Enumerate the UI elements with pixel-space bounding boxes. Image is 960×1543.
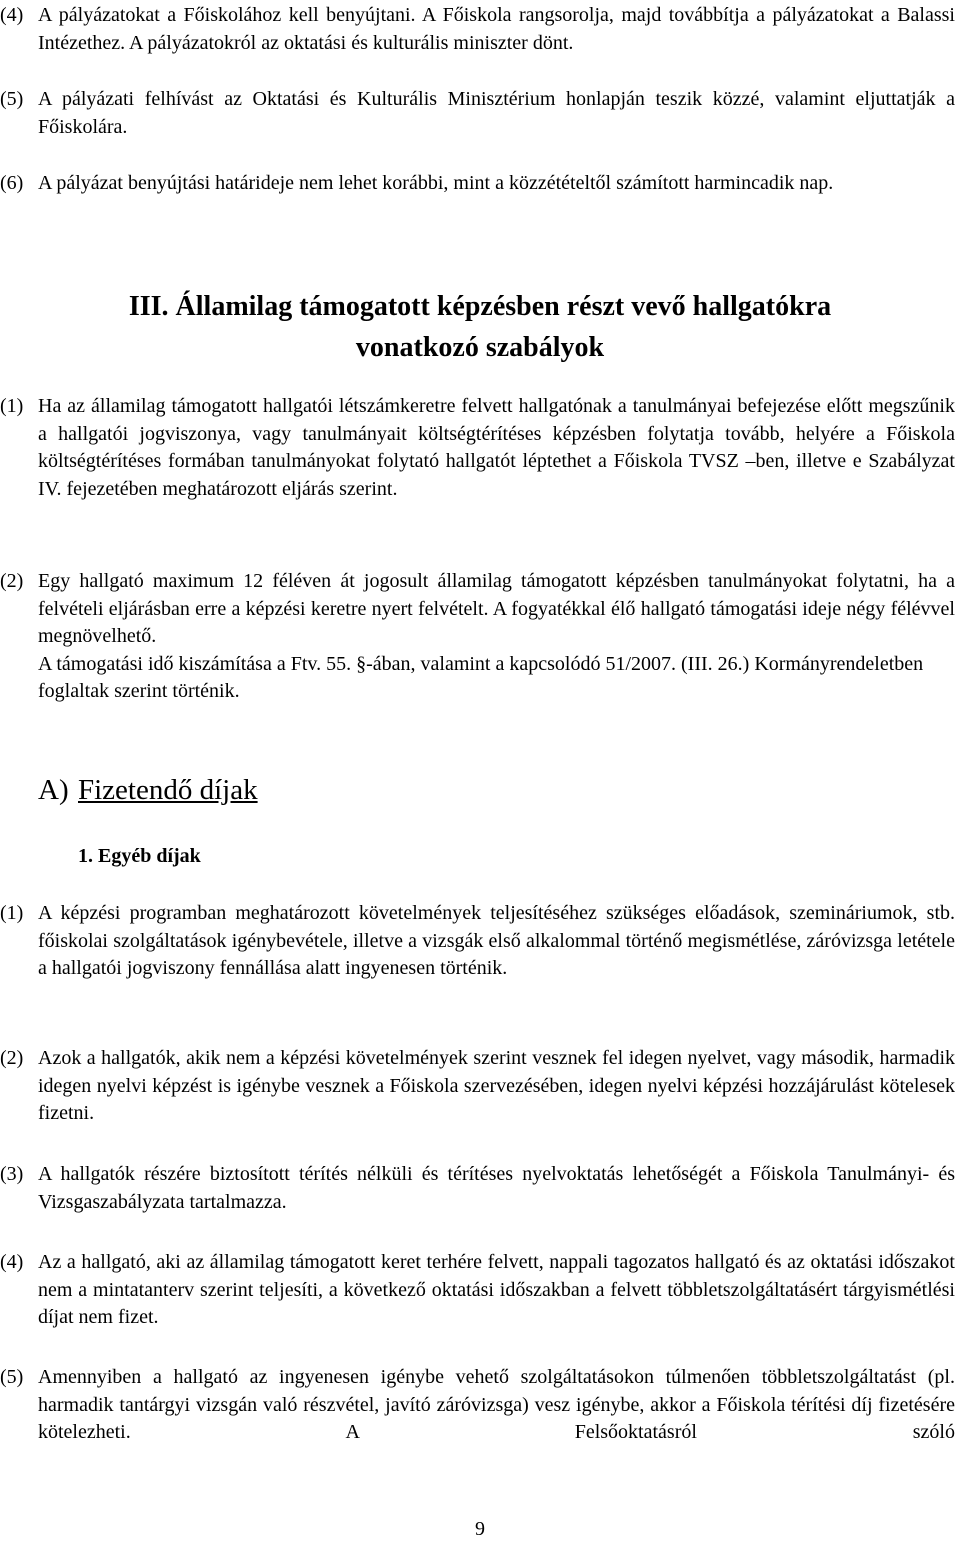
- section-heading-line-1: III. Államilag támogatott képzésben részt vevő hallgatókra: [128, 291, 832, 322]
- paragraph-number: (6): [0, 172, 24, 194]
- section-a-title: Fizetendő díjak: [78, 774, 258, 806]
- fees-paragraph-4: [0, 1249, 955, 1332]
- paragraph-text: Ha az államilag támogatott hallgatói létszámkeretre felvett hallgatónak a tanulmányai befejezése előtt megszűnik a hallgatói jogviszonya, vagy tanulmányait költségtérítéses képzésben folytatja tovább, helyére a Főiskola költségtérítéses formában tanulmányokat folytató hallgatót léptethet a Főiskola TVSZ –ben, illetve e Szabályzat IV. fejezetében meghatározott eljárás szerint.: [38, 395, 955, 500]
- paragraph-text: A hallgatók részére biztosított térítés nélküli és térítéses nyelvoktatás lehetőségét a Főiskola Tanulmányi- és Vizsgaszabályzata tartalmazza.: [38, 1163, 955, 1213]
- fees-paragraph-2: [0, 1045, 955, 1128]
- paragraph-5: [0, 86, 955, 141]
- section-a-heading: [38, 772, 258, 808]
- paragraph-text: A képzési programban meghatározott követelmények teljesítéséhez szükséges előadások, szemináriumok, stb. főiskolai szolgáltatások igénybevétele, illetve a vizsgák első alkalommal történő megismétlése, záróvizsga letétele a hallgatói jogviszony fennállása alatt ingyenesen történik.: [38, 902, 955, 980]
- fees-paragraph-3: [0, 1161, 955, 1216]
- section3-paragraph-1: [0, 393, 955, 503]
- paragraph-number: (2): [0, 570, 24, 592]
- paragraph-number: (5): [0, 1366, 24, 1388]
- paragraph-text: Egy hallgató maximum 12 féléven át jogosult államilag támogatott képzésben tanulmányokat folytatni, ha a felvételi eljárásban erre a képzési keretre nyert felvételt. A fogyatékkal élő hallgató támogatási ideje négy félévvel megnövelhető.: [38, 570, 955, 648]
- paragraph-text: A pályázatokat a Főiskolához kell benyújtani. A Főiskola rangsorolja, majd továbbítja a pályázatokat a Balassi Intézethez. A pályázatokról az oktatási és kulturális miniszter dönt.: [38, 4, 955, 54]
- fees-paragraph-5: [0, 1364, 955, 1447]
- paragraph-text: Az a hallgató, aki az államilag támogatott keret terhére felvett, nappali tagozatos hallgató és az oktatási időszakot nem a mintatanterv szerint teljesíti, a következő oktatási időszakban a felvett többletszolgáltatásért tárgyismétlési díjat nem fizet.: [38, 1251, 955, 1329]
- paragraph-text-continued: A támogatási idő kiszámítása a Ftv. 55. §-ában, valamint a kapcsolódó 51/2007. (III. 26.) Kormányrendeletben foglaltak szerint történik.: [38, 652, 924, 703]
- paragraph-number: (5): [0, 88, 24, 110]
- section-a-label: A): [38, 774, 69, 806]
- section3-paragraph-2: [0, 568, 955, 706]
- paragraph-text: A pályázati felhívást az Oktatási és Kulturális Minisztérium honlapján teszik közzé, valamint eljuttatják a Főiskolára.: [38, 88, 955, 138]
- paragraph-text: Azok a hallgatók, akik nem a képzési követelmények szerint vesznek fel idegen nyelvet, vagy második, harmadik idegen nyelvi képzést is igénybe vesznek a Főiskola szervezésében, idegen nyelvi képzési hozzájárulást kötelesek fizetni.: [38, 1047, 955, 1125]
- page-number: 9: [475, 1518, 485, 1540]
- paragraph-number: (2): [0, 1047, 24, 1069]
- section-heading-line-2: vonatkozó szabályok: [355, 332, 605, 363]
- paragraph-number: (4): [0, 4, 24, 26]
- paragraph-number: (1): [0, 395, 24, 417]
- paragraph-text: Amennyiben a hallgató az ingyenesen igénybe vehető szolgáltatásokon túlmenően többletszolgáltatást (pl. harmadik tantárgyi vizsgán való részvétel, javító záróvizsga) vesz igénybe, akkor a Főiskola térítési díj fizetésére kötelezheti. A Felsőoktatásról szóló: [38, 1366, 955, 1444]
- paragraph-6: [0, 170, 955, 198]
- paragraph-number: (3): [0, 1163, 24, 1185]
- paragraph-text: A pályázat benyújtási határideje nem lehet korábbi, mint a közzétételtől számított harmincadik nap.: [38, 172, 834, 194]
- sub-heading: 1. Egyéb díjak: [78, 845, 201, 867]
- paragraph-number: (4): [0, 1251, 24, 1273]
- paragraph-4: [0, 2, 955, 57]
- fees-paragraph-1: [0, 900, 955, 983]
- paragraph-number: (1): [0, 902, 24, 924]
